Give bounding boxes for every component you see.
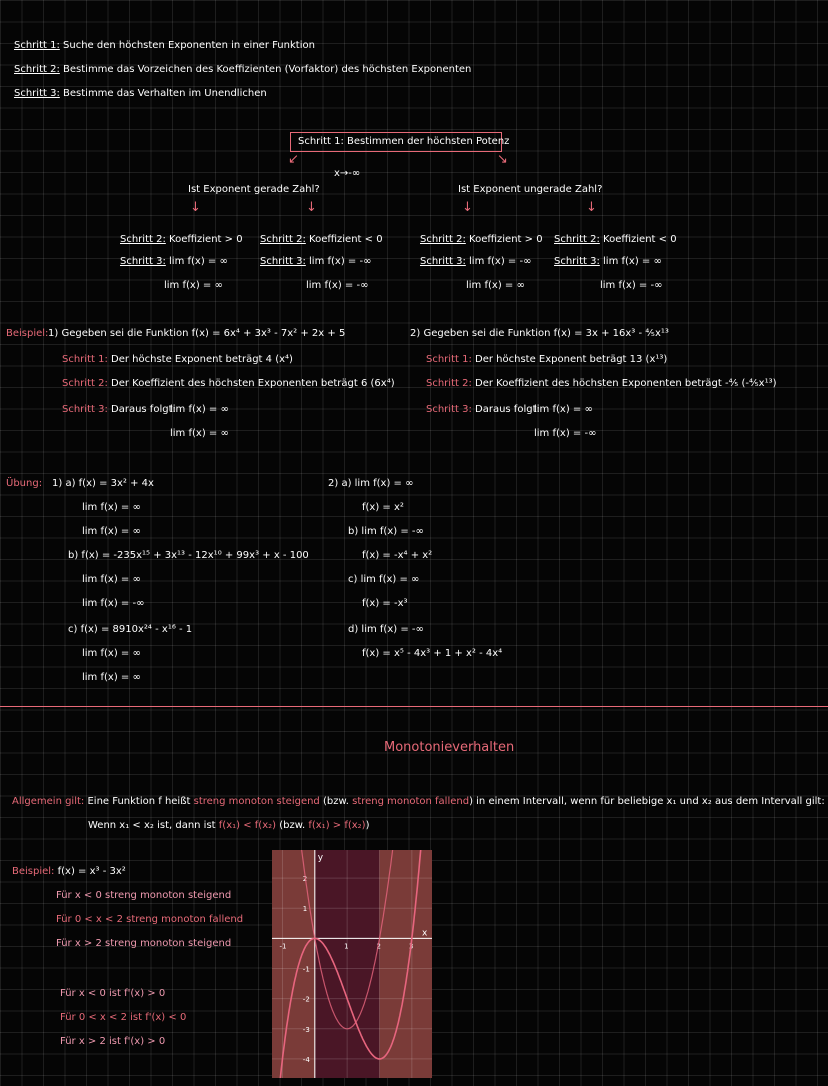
ex2-step2 (426, 378, 777, 390)
allgemein-2-text-d: f(x₁) > f(x₂) (308, 820, 366, 831)
y-tick-label: 2 (302, 875, 308, 884)
x-tick-label: 1 (344, 942, 349, 951)
deriv-line-1: Für x < 0 ist f'(x) > 0 (60, 988, 166, 999)
tree-root: Schritt 1: Bestimmen der höchsten Potenz (298, 136, 510, 147)
ex1-s3-label: Schritt 3: (62, 404, 108, 415)
section-title: Monotonieverhalten (384, 740, 515, 755)
allgemein-2-text-a: Wenn x₁ < x₂ ist, dann ist (88, 820, 216, 831)
tree-col-4-s2 (554, 234, 677, 246)
ex2-step1 (426, 354, 667, 366)
uebung-1b-lim1: lim f(x) = ∞ (82, 574, 141, 585)
uebung-1b: b) f(x) = -235x¹⁵ + 3x¹³ - 12x¹⁰ + 99x³ + x - 100 (68, 550, 309, 561)
allgemein-text-b: streng monoton steigend (193, 796, 320, 807)
ex2-s3-label: Schritt 3: (426, 404, 472, 415)
limit-note: x→-∞ (334, 168, 361, 179)
col-2-s3-label: Schritt 3: (260, 256, 306, 267)
y-axis-label: y (317, 853, 324, 863)
ex2-s1-label: Schritt 1: (426, 354, 472, 365)
ex1-limit-1: lim f(x) = ∞ (170, 404, 229, 415)
x-tick-label: 2 (376, 942, 381, 951)
mono-line-3: Für x > 2 streng monoton steigend (56, 938, 232, 949)
allgemein-text-e: ) in einem Intervall, wenn für beliebige x₁ und x₂ aus dem Intervall gilt: (469, 796, 825, 807)
ex1-step1 (62, 354, 293, 366)
step-2-text: Bestimme das Vorzeichen des Koeffizienten (Vorfaktor) des höchsten Exponenten (63, 64, 472, 75)
allgemein-line-1 (12, 796, 825, 808)
allgemein-label: Allgemein gilt: (12, 796, 85, 807)
col-3-s2-label: Schritt 2: (420, 234, 466, 245)
y-tick-label: 1 (302, 905, 308, 914)
mono-line-1: Für x < 0 streng monoton steigend (56, 890, 232, 901)
uebung-1a-lim1: lim f(x) = ∞ (82, 502, 141, 513)
col-2-s3-text: lim f(x) = -∞ (309, 256, 372, 267)
uebung-1c: c) f(x) = 8910x²⁴ - x¹⁶ - 1 (68, 624, 193, 635)
tree-col-1-s3 (120, 256, 228, 268)
col-1-s2-label: Schritt 2: (120, 234, 166, 245)
uebung-1c-lim1: lim f(x) = ∞ (82, 648, 141, 659)
col-4-s3-text: lim f(x) = ∞ (603, 256, 662, 267)
uebung-1c-lim2: lim f(x) = ∞ (82, 672, 141, 683)
ex2-s3-text: Daraus folgt: (475, 404, 540, 415)
arrow-left-icon: ↙ (288, 152, 299, 167)
y-tick-label: -3 (302, 1025, 310, 1034)
ex2-step3 (426, 404, 540, 416)
tree-col-2-s3 (260, 256, 371, 268)
col-1-s2-text: Koeffizient > 0 (169, 234, 243, 245)
uebung-2d-func: f(x) = x⁵ - 4x³ + 1 + x² - 4x⁴ (362, 648, 503, 659)
arrow-right-icon: ↘ (497, 152, 508, 167)
uebung-2a-func: f(x) = x² (362, 502, 404, 513)
mono-beispiel-label: Beispiel: (12, 866, 55, 877)
ex1-s3-text: Daraus folgt: (111, 404, 176, 415)
col-4-s2-text: Koeffizient < 0 (603, 234, 677, 245)
odd-title: Ist Exponent ungerade Zahl? (458, 184, 603, 195)
uebung-2d: d) lim f(x) = -∞ (348, 624, 424, 635)
function-graph (272, 850, 432, 1078)
col-1-s3-label: Schritt 3: (120, 256, 166, 267)
allgemein-line-2 (88, 820, 370, 832)
tree-col-3-s3 (420, 256, 531, 268)
ex2-s2-text: Der Koeffizient des höchsten Exponenten beträgt -⁴⁄₅ (-⁴⁄₅x¹³) (475, 378, 777, 389)
tree-col-4-s4: lim f(x) = -∞ (600, 280, 663, 291)
allgemein-2-text-e: ) (365, 820, 370, 831)
y-tick-label: -2 (302, 995, 310, 1004)
y-tick-label: -1 (302, 965, 310, 974)
ex1-step3 (62, 404, 176, 416)
step-2-label: Schritt 2: (14, 64, 60, 75)
uebung-label: Übung: (6, 478, 43, 489)
allgemein-text-d: streng monoton fallend (352, 796, 470, 807)
mono-beispiel-func: f(x) = x³ - 3x² (57, 866, 126, 877)
mono-line-2: Für 0 < x < 2 streng monoton fallend (56, 914, 244, 925)
arrow-down-icon: ↓ (306, 200, 317, 215)
tree-col-1-s4: lim f(x) = ∞ (164, 280, 223, 291)
allgemein-text-c: (bzw. (322, 796, 349, 807)
x-tick-label: 3 (408, 942, 414, 951)
ex2-limit-1: lim f(x) = ∞ (534, 404, 593, 415)
col-4-s2-label: Schritt 2: (554, 234, 600, 245)
x-axis-label: x (422, 928, 428, 939)
tree-col-3-s2 (420, 234, 543, 246)
ex2-s1-text: Der höchste Exponent beträgt 13 (x¹³) (475, 354, 668, 365)
uebung-1b-lim2: lim f(x) = -∞ (82, 598, 145, 609)
ex1-s1-label: Schritt 1: (62, 354, 108, 365)
step-3 (14, 88, 267, 100)
ex1-limit-2: lim f(x) = ∞ (170, 428, 229, 439)
section-divider (0, 706, 828, 707)
tree-col-2-s4: lim f(x) = -∞ (306, 280, 369, 291)
col-3-s3-label: Schritt 3: (420, 256, 466, 267)
allgemein-2-text-b: f(x₁) < f(x₂) (218, 820, 277, 831)
tree-col-1-s2 (120, 234, 243, 246)
tree-col-4-s3 (554, 256, 662, 268)
arrow-down-icon: ↓ (586, 200, 597, 215)
step-3-label: Schritt 3: (14, 88, 60, 99)
uebung-2a: 2) a) lim f(x) = ∞ (328, 478, 414, 489)
mono-beispiel (12, 866, 126, 878)
step-2 (14, 64, 471, 76)
col-4-s3-label: Schritt 3: (554, 256, 600, 267)
tree-col-2-s2 (260, 234, 383, 246)
ex1-s1-text: Der höchste Exponent beträgt 4 (x⁴) (111, 354, 293, 365)
even-title: Ist Exponent gerade Zahl? (188, 184, 320, 195)
step-1 (14, 40, 315, 52)
uebung-2c: c) lim f(x) = ∞ (348, 574, 420, 585)
y-tick-label: -4 (302, 1055, 310, 1064)
allgemein-text-a: Eine Funktion f heißt (87, 796, 191, 807)
uebung-2c-func: f(x) = -x³ (362, 598, 408, 609)
beispiel-label: Beispiel: (6, 328, 49, 339)
ex1-s2-text: Der Koeffizient des höchsten Exponenten beträgt 6 (6x⁴) (111, 378, 395, 389)
x-tick-label: -1 (279, 942, 287, 951)
col-2-s2-text: Koeffizient < 0 (309, 234, 383, 245)
uebung-1a: 1) a) f(x) = 3x² + 4x (52, 478, 154, 489)
ex1-s2-label: Schritt 2: (62, 378, 108, 389)
arrow-down-icon: ↓ (462, 200, 473, 215)
tree-col-3-s4: lim f(x) = ∞ (466, 280, 525, 291)
deriv-line-3: Für x > 2 ist f'(x) > 0 (60, 1036, 166, 1047)
col-3-s2-text: Koeffizient > 0 (469, 234, 543, 245)
step-1-text: Suche den höchsten Exponenten in einer Funktion (63, 40, 315, 51)
arrow-down-icon: ↓ (190, 200, 201, 215)
uebung-1a-lim2: lim f(x) = ∞ (82, 526, 141, 537)
ex2-s2-label: Schritt 2: (426, 378, 472, 389)
col-3-s3-text: lim f(x) = -∞ (469, 256, 532, 267)
allgemein-2-text-c: (bzw. (279, 820, 306, 831)
col-1-s3-text: lim f(x) = ∞ (169, 256, 228, 267)
ex2-limit-2: lim f(x) = -∞ (534, 428, 597, 439)
col-2-s2-label: Schritt 2: (260, 234, 306, 245)
ex1-step2 (62, 378, 395, 390)
step-3-text: Bestimme das Verhalten im Unendlichen (63, 88, 267, 99)
uebung-2b: b) lim f(x) = -∞ (348, 526, 424, 537)
ex2-title: 2) Gegeben sei die Funktion f(x) = 3x + 16x³ - ⁴⁄₅x¹³ (410, 328, 669, 339)
deriv-line-2: Für 0 < x < 2 ist f'(x) < 0 (60, 1012, 187, 1023)
ex1-title: 1) Gegeben sei die Funktion f(x) = 6x⁴ + 3x³ - 7x² + 2x + 5 (48, 328, 346, 339)
uebung-2b-func: f(x) = -x⁴ + x² (362, 550, 433, 561)
step-1-label: Schritt 1: (14, 40, 60, 51)
